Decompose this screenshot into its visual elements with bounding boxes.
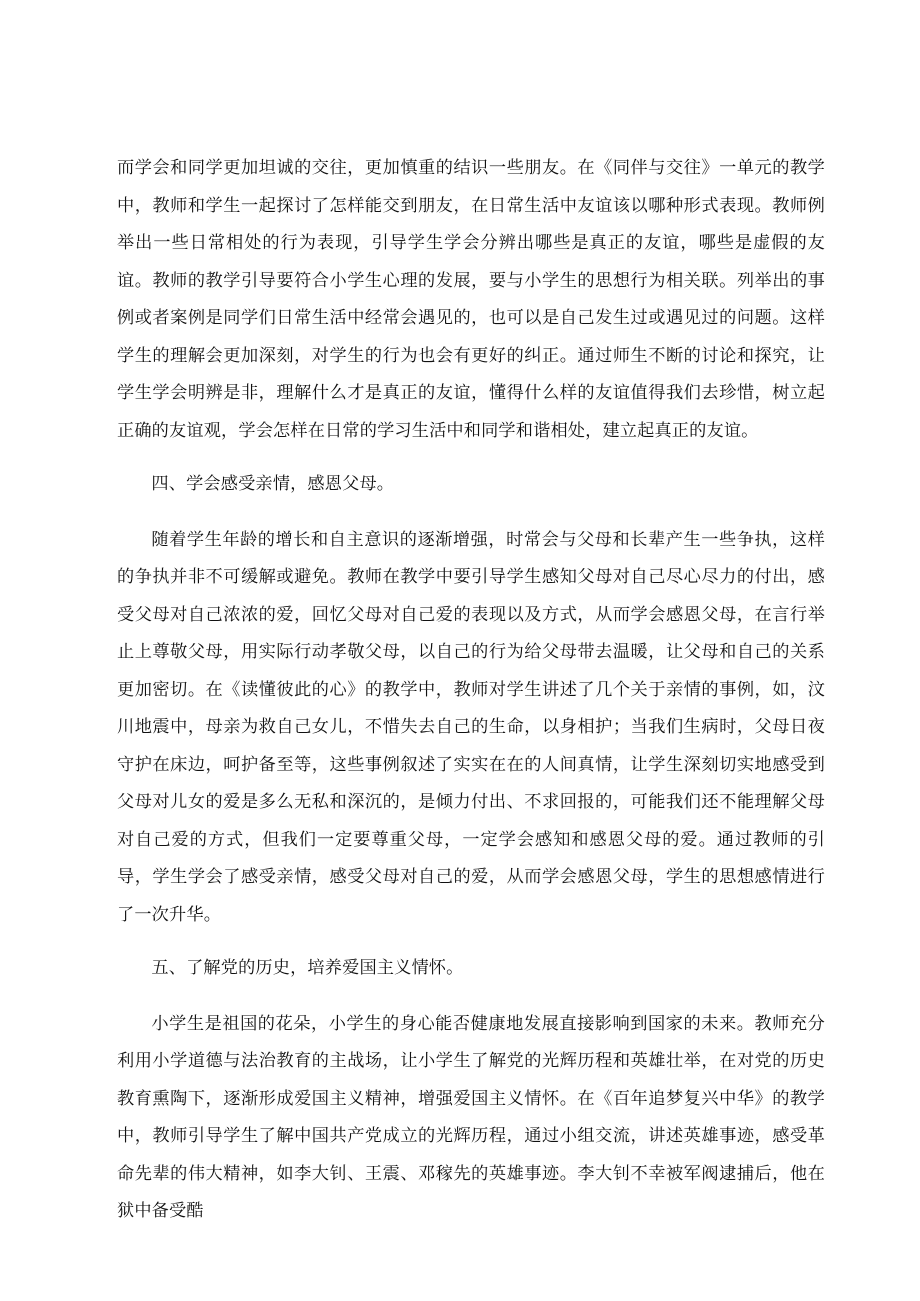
paragraph-friendship-continued: 而学会和同学更加坦诚的交往，更加慎重的结识一些朋友。在《同伴与交往》一单元的教学中，教师和学生一起探讨了怎样能交到朋友，在日常生活中友谊该以哪种形式表现。教师例举出一些日常相处的行为表现，引导学生学会分辨出哪些是真正的友谊，哪些是虚假的友谊。教师的教学引导要符合小学生心理的发展，要与小学生的思想行为相关联。列举出的事例或者案例是同学们日常生活中经常会遇见的，也可以是自己发生过或遇见过的问题。这样学生的理解会更加深刻，对学生的行为也会有更好的纠正。通过师生不断的讨论和探究，让学生学会明辨是非，理解什么才是真正的友谊，懂得什么样的友谊值得我们去珍惜，树立起正确的友谊观，学会怎样在日常的学习生活中和同学和谐相处，建立起真正的友谊。 — [117, 158, 825, 441]
paragraph-party-history: 小学生是祖国的花朵，小学生的身心能否健康地发展直接影响到国家的未来。教师充分利用小学道德与法治教育的主战场，让小学生了解党的光辉历程和英雄壮举，在对党的历史教育熏陶下，逐渐形成爱国主义精神，增强爱国主义情怀。在《百年追梦复兴中华》的教学中，教师引导学生了解中国共产党成立的光辉历程，通过小组交流，讲述英雄事迹，感受革命先辈的伟大精神，如李大钊、王震、邓稼先的英雄事迹。李大钊不幸被军阀逮捕后，他在狱中备受酷 — [117, 1013, 825, 1221]
spacer — [117, 988, 825, 1006]
section-heading-5: 五、了解党的历史，培养爱国主义情怀。 — [151, 958, 464, 978]
document-body — [117, 150, 825, 1231]
spacer — [117, 934, 825, 950]
paragraph-family-love: 随着学生年龄的增长和自主意识的逐渐增强，时常会与父母和长辈产生一些争执，这样的争执并非不可缓解或避免。教师在教学中要引导学生感知父母对自己尽心尽力的付出，感受父母对自己浓浓的爱，回忆父母对自己爱的表现以及方式，从而学会感恩父母，在言行举止上尊敬父母，用实际行动孝敬父母，以自己的行为给父母带去温暖，让父母和自己的关系更加密切。在《读懂彼此的心》的教学中，教师对学生讲述了几个关于亲情的事例，如，汶川地震中，母亲为救自己女儿，不惜失去自己的生命，以身相护；当我们生病时，父母日夜守护在床边，呵护备至等，这些事例叙述了实实在在的人间真情，让学生深刻切实地感受到父母对儿女的爱是多么无私和深沉的，是倾力付出、不求回报的，可能我们还不能理解父母对自己爱的方式，但我们一定要尊重父母，一定学会感知和感恩父母的爱。通过教师的引导，学生学会了感受亲情，感受父母对自己的爱，从而学会感恩父母，学生的思想感情进行了一次升华。 — [117, 529, 825, 925]
section-heading-4: 四、学会感受亲情，感恩父母。 — [151, 474, 395, 494]
spacer — [117, 504, 825, 522]
spacer — [117, 450, 825, 466]
